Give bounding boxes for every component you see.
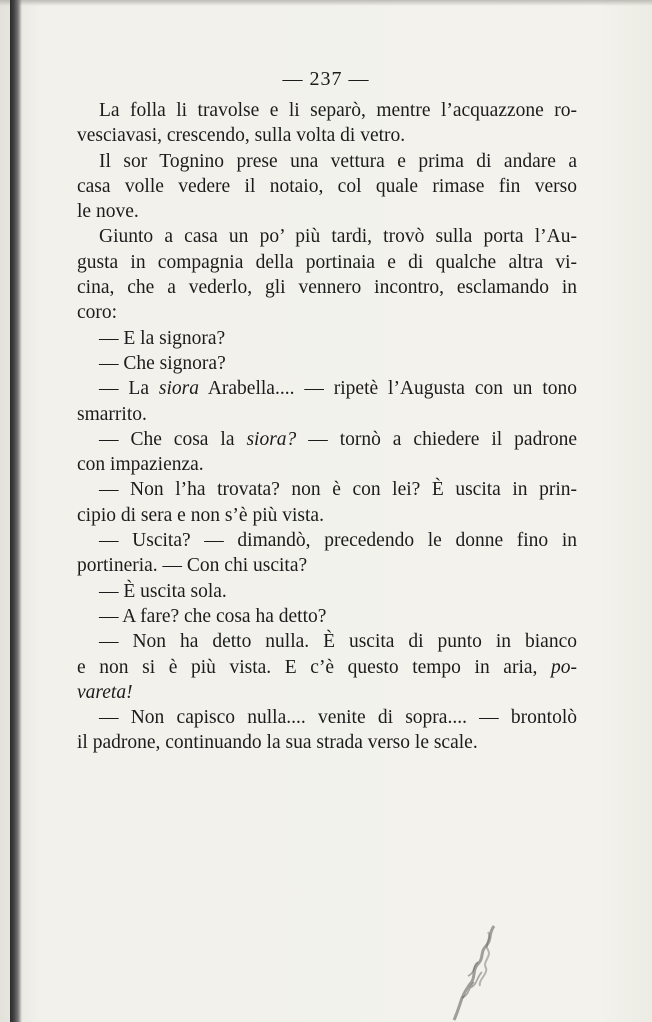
italic-word: vareta! <box>77 681 133 703</box>
text-span: il padrone, continuando la sua strada verso le scale. <box>77 732 478 754</box>
text-span: Arabella.... — ripetè l’Augusta con un tono <box>199 378 577 400</box>
text-span: vesciavasi, crescendo, sulla volta di vetro. <box>77 125 406 147</box>
text-span: — Non capisco nulla.... venite di sopra.... — brontolò <box>99 707 577 729</box>
text-line <box>77 553 577 578</box>
text-span: coro: <box>77 302 118 324</box>
text-span: Giunto a casa un po’ più tardi, trovò sulla porta l’Au- <box>99 226 577 248</box>
text-span: con impazienza. <box>77 454 204 476</box>
text-line <box>77 477 577 502</box>
text-line <box>77 629 577 654</box>
text-line <box>77 730 577 755</box>
text-line <box>77 376 577 401</box>
text-span: — Non l’ha trovata? non è con lei? È uscita in prin- <box>99 479 577 501</box>
text-line <box>77 123 577 148</box>
text-line <box>77 604 577 629</box>
text-line <box>77 300 577 325</box>
text-span: Il sor Tognino prese una vettura e prima di andare a <box>99 150 577 172</box>
text-line <box>77 680 577 705</box>
text-line <box>77 452 577 477</box>
text-line <box>77 402 577 427</box>
page-top-edge <box>0 0 652 6</box>
text-line <box>77 579 577 604</box>
text-span: — A fare? che cosa ha detto? <box>99 605 327 627</box>
italic-word: siora? <box>246 428 297 450</box>
binding-edge <box>10 0 22 1022</box>
text-span: — Che cosa la <box>99 428 247 450</box>
text-span: — tornò a chiedere il padrone <box>296 428 577 450</box>
text-span: — È uscita sola. <box>99 580 227 602</box>
ink-smudge-mark <box>448 922 518 1022</box>
text-span: cina, che a vederlo, gli vennero incontro, esclamando in <box>77 277 577 299</box>
italic-word: siora <box>158 378 199 400</box>
text-line <box>77 655 577 680</box>
text-span: cipio di sera e non s’è più vista. <box>77 504 324 526</box>
text-line <box>77 250 577 275</box>
text-span: — Che signora? <box>99 352 226 374</box>
text-span: — E la signora? <box>99 327 226 349</box>
text-line <box>77 275 577 300</box>
text-span: — Non ha detto nulla. È uscita di punto in bianco <box>99 631 577 653</box>
page-number: — 237 — <box>282 68 370 90</box>
text-line <box>77 174 577 199</box>
text-span: — La <box>99 378 159 400</box>
text-line <box>77 199 577 224</box>
text-line <box>77 705 577 730</box>
text-span: portineria. — Con chi uscita? <box>77 555 308 577</box>
text-span: le nove. <box>77 201 139 223</box>
body-text <box>77 98 577 756</box>
text-span: smarrito. <box>77 403 147 425</box>
text-span: e non si è più vista. E c’è questo tempo in aria, <box>77 656 551 678</box>
text-line <box>77 503 577 528</box>
text-line <box>77 427 577 452</box>
text-span: La folla li travolse e li separò, mentre l’acquazzone ro- <box>99 100 577 121</box>
text-span: casa volle vedere il notaio, col quale rimase fin verso <box>77 175 577 197</box>
text-line <box>77 326 577 351</box>
italic-word: po- <box>551 656 577 678</box>
text-span: gusta in compagnia della portinaia e di qualche altra vi- <box>77 251 577 273</box>
text-span: — Uscita? — dimandò, precedendo le donne fino in <box>99 530 577 552</box>
text-line <box>77 224 577 249</box>
text-line <box>77 528 577 553</box>
text-line <box>77 98 577 123</box>
text-line <box>77 149 577 174</box>
text-line <box>77 351 577 376</box>
